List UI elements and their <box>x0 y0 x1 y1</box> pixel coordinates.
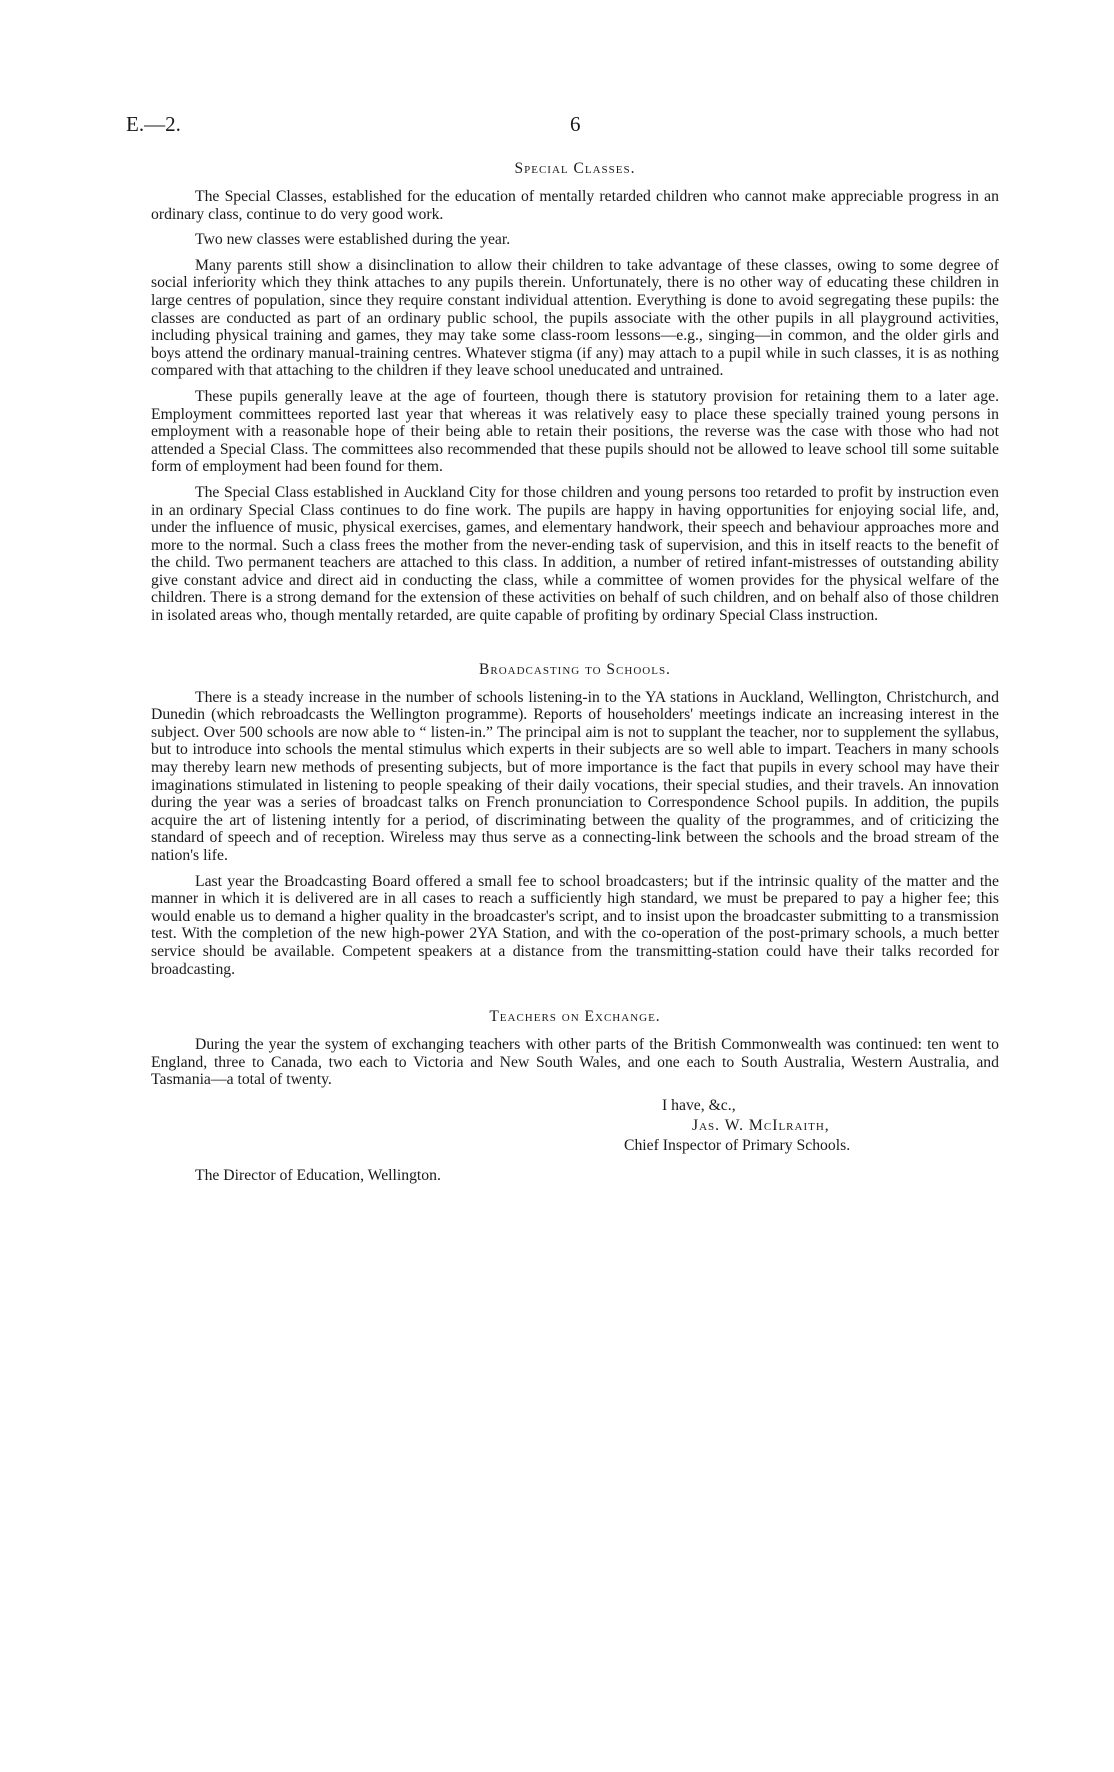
paragraph: Two new classes were established during the year. <box>195 231 511 249</box>
salutation: I have, &c., <box>662 1096 736 1114</box>
section-heading: Teachers on Exchange. <box>489 1008 661 1026</box>
signatory-title: Chief Inspector of Primary Schools. <box>624 1136 851 1154</box>
page-body <box>151 160 999 1217</box>
section-teachers-on-exchange <box>151 1008 999 1089</box>
paragraph: The Special Classes, established for the education of mentally retarded children who cannot make appreciable progress in an ordinary class, continue to do very good work. <box>151 188 999 223</box>
section-heading: Special Classes. <box>514 160 636 177</box>
section-broadcasting-to-schools <box>151 661 999 979</box>
paragraph: There is a steady increase in the number of schools listening-in to the YA stations in Auckland, Wellington, Christchurch, and Dunedin (which rebroadcasts the Wellington programme). Reports of householders' meetings indicate an increasing interest in the subject. Over 500 schools are now able to “ listen-in.” The principal aim is not to supplant the teacher, nor to supplement the syllabus, but to introduce into schools the mental stimulus which experts in their subjects are so well able to impart. Teachers in many schools may thereby learn new methods of presenting subjects, but of more importance is the fact that pupils in every school may have their imaginations stimulated in listening to people speaking of their daily vocations, their special studies, and their travels. An innovation during the year was a series of broadcast talks on French pronunciation to Correspondence School pupils. In addition, the pupils acquire the art of listening intently for a period, of discriminating between the quality of the programmes, and of criticizing the standard of speech and of reception. Wireless may thus serve as a connecting-link between the schools and the broad stream of the nation's life. <box>151 688 999 864</box>
paragraph: Many parents still show a disinclination to allow their children to take advantage of these classes, owing to some degree of social inferiority which they think attaches to any pupils therein. Unfortunately, there is no other way of educating these children in large centres of population, since they require constant individual attention. Everything is done to avoid segregating these pupils: the classes are conducted as part of an ordinary public school, the pupils associate with the other pupils in all playground activities, including physical training and games, they may take some class-room lessons—e.g., singing—in common, and the older girls and boys attend the ordinary manual-training centres. Whatever stigma (if any) may attach to a pupil while in such classes, it is as nothing compared with that attaching to the children if they leave school uneducated and untrained. <box>151 256 999 380</box>
section-heading: Broadcasting to Schools. <box>479 660 671 678</box>
paragraph: Last year the Broadcasting Board offered a small fee to school broadcasters; but if the intrinsic quality of the matter and the manner in which it is delivered are in all cases to reach a sufficiently high standard, we must be prepared to pay a higher fee; this would enable us to demand a higher quality in the broadcaster's script, and to insist upon the broadcaster submitting to a transmission test. With the completion of the new high-power 2YA Station, and with the co-operation of the post-primary schools, a much better service should be available. Competent speakers at a distance from the transmitting-station could have their talks recorded for broadcasting. <box>151 872 999 978</box>
paragraph: During the year the system of exchanging teachers with other parts of the British Commonwealth was continued: ten went to England, three to Canada, two each to Victoria and New South Wales, and one each to South Australia, Western Australia, and Tasmania—a total of twenty. <box>151 1036 999 1089</box>
page-header <box>126 112 988 142</box>
paragraph: The Special Class established in Auckland City for those children and young persons too retarded to profit by instruction even in an ordinary Special Class continues to do fine work. The pupils are happy in having opportunities for enjoying social life, and, under the influence of music, physical exercises, games, and elementary handwork, their speech and behaviour approaches more and more to the normal. Such a class frees the mother from the never-ending task of supervision, and this in itself reacts to the benefit of the child. Two permanent teachers are attached to this class. In addition, a number of retired infant-mistresses of outstanding ability give constant advice and direct aid in conducting the class, while a committee of women provides for the physical welfare of the children. There is a strong demand for the extension of these activities on behalf of such children, and on behalf also of those children in isolated areas who, though mentally retarded, are quite capable of profiting by ordinary Special Class instruction. <box>151 483 999 625</box>
section-special-classes <box>151 160 999 625</box>
page-number: 6 <box>570 112 581 136</box>
letter-closing <box>151 1097 999 1217</box>
paragraph: These pupils generally leave at the age of fourteen, though there is statutory provision for retaining them to a later age. Employment committees reported last year that whereas it was relatively easy to place these specially trained young persons in employment with a reasonable hope of their being able to retain their positions, the reverse was the case with those who had not attended a Special Class. The committees also recommended that these pupils should not be allowed to leave school till some suitable form of employment had been found for them. <box>151 387 999 476</box>
signatory-name: Jas. W. McIlraith, <box>692 1116 830 1134</box>
document-code: E.—2. <box>126 112 181 136</box>
addressee: The Director of Education, Wellington. <box>195 1166 441 1184</box>
